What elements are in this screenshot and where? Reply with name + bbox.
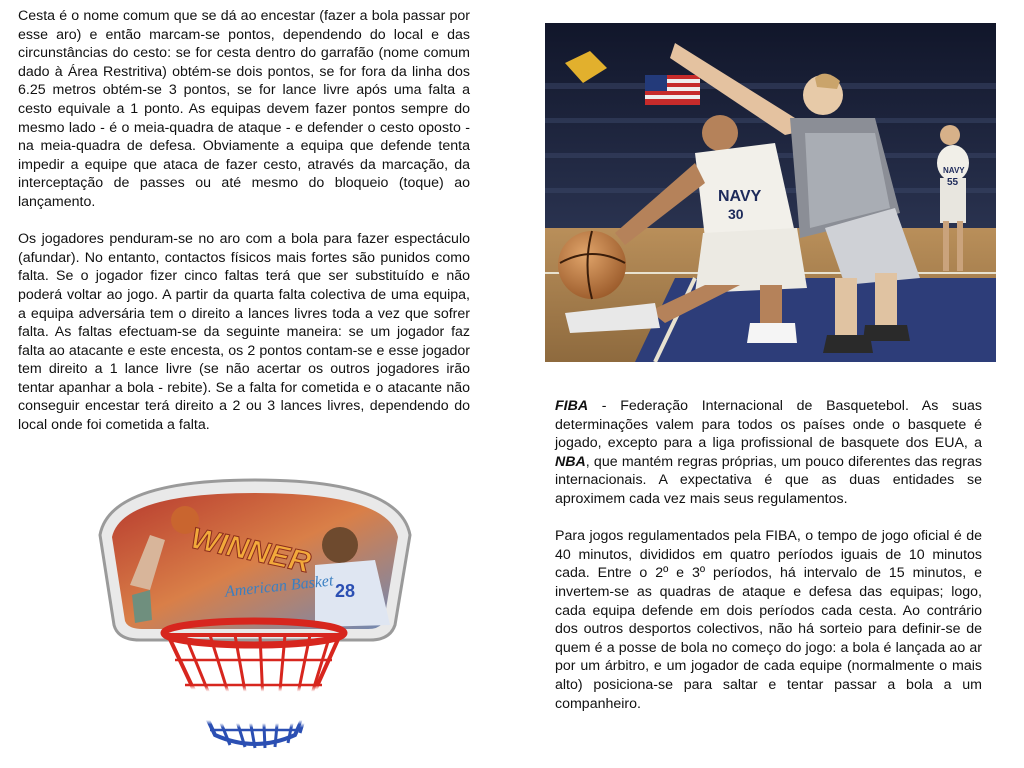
fiba-text-part-2: , que mantém regras próprias, um pouco diferentes das regras internacionais. A expectativa é que as duas entidades se aproximem cada vez mais seus regulamentos. (555, 453, 982, 507)
jersey-text-front: NAVY (718, 188, 762, 205)
right-text-column (555, 397, 982, 713)
us-flag (645, 75, 700, 105)
backboard-script: American Basket (224, 572, 335, 601)
backboard-brand: WINNER (187, 521, 314, 580)
fiba-text-part-1: - Federação Internacional de Basquetebol. As suas determinações valem para todos os países onde o basquete é jogado, excepto para a liga profissional de basquete dos EUA, a (555, 398, 982, 452)
basketball-game-photo (545, 23, 996, 362)
backboard-player-number: 28 (335, 581, 356, 601)
paragraph-fouls: Os jogadores penduram-se no aro com a bola para fazer espectáculo (afundar). No entanto, contactos físicos mais fortes são punidos como falta. Se o jogador fizer cinco faltas terá que ser substituído e não poderá voltar ao jogo. A partir da quarta falta colectiva de uma equipa, a equipa adversária tem o direito a lances livres toda a vez que sofrer falta. As faltas efectuam-se da seguinte maneira: se um jogador faz falta ao atacante e este encesta, os 2 pontos contam-se e esse jogador tem direito a 1 lance livre (se não acertar os outros jogadores irão tentar apanhar a bola - rebite). Se a falta for cometida e o atacante não conseguir encestar terá direito a 2 ou 3 lances livres, dependendo do local onde foi cometida a falta. (18, 231, 470, 434)
jersey-text-back: NAVY (943, 166, 965, 175)
basketball (558, 231, 626, 299)
paragraph-fiba (555, 397, 982, 509)
paragraph-game-time: Para jogos regulamentados pela FIBA, o tempo de jogo oficial é de 40 minutos, divididos em quatro períodos iguais de 10 minutos cada. Entre o 2º e 3º períodos, há intervalo de 15 minutos, e invertem-se as quadras de ataque e defesa das equipas; logo, cada equipa defende em dois períodos cada cesta. Ao contrário dos outros desportos colectivos, não há sorteio para definir-se de quem é a posse de bola no começo do jogo: a bola é lançada ao ar por um árbitro, e um jogador de cada equipe (normalmente o mais alto) posiciona-se para saltar e tentar passar a bola a um companheiro. (555, 528, 982, 712)
basketball-hoop-illustration (90, 475, 420, 760)
hoop-net (168, 635, 340, 748)
nba-term: NBA (555, 453, 586, 470)
paragraph-scoring: Cesta é o nome comum que se dá ao encestar (fazer a bola passar por esse aro) e então marcam-se pontos, dependendo do local e das circunstâncias do cesto: se for cesta dentro do garrafão (nome comum dado à Área Restritiva) obtém-se dois pontos, se for fora da linha dos 6.25 metros obtém-se 3 pontos, se for lance livre após uma falta a cesto equivale a 1 ponto. As equipas devem fazer pontos sempre do mesmo lado - é o meia-quadra de ataque - e defender o cesto oposto - na meia-quadra de defesa. Obviamente a equipa que defende tenta impedir a equipe que ataca de fazer cesto, através da marcação, da interceptação de passes ou até mesmo do bloqueio (toque) ao lançamento. (18, 8, 470, 210)
fiba-term: FIBA (555, 398, 589, 414)
jersey-number-back: 55 (947, 177, 959, 188)
jersey-number-front: 30 (728, 206, 744, 222)
left-text-column (18, 7, 470, 435)
